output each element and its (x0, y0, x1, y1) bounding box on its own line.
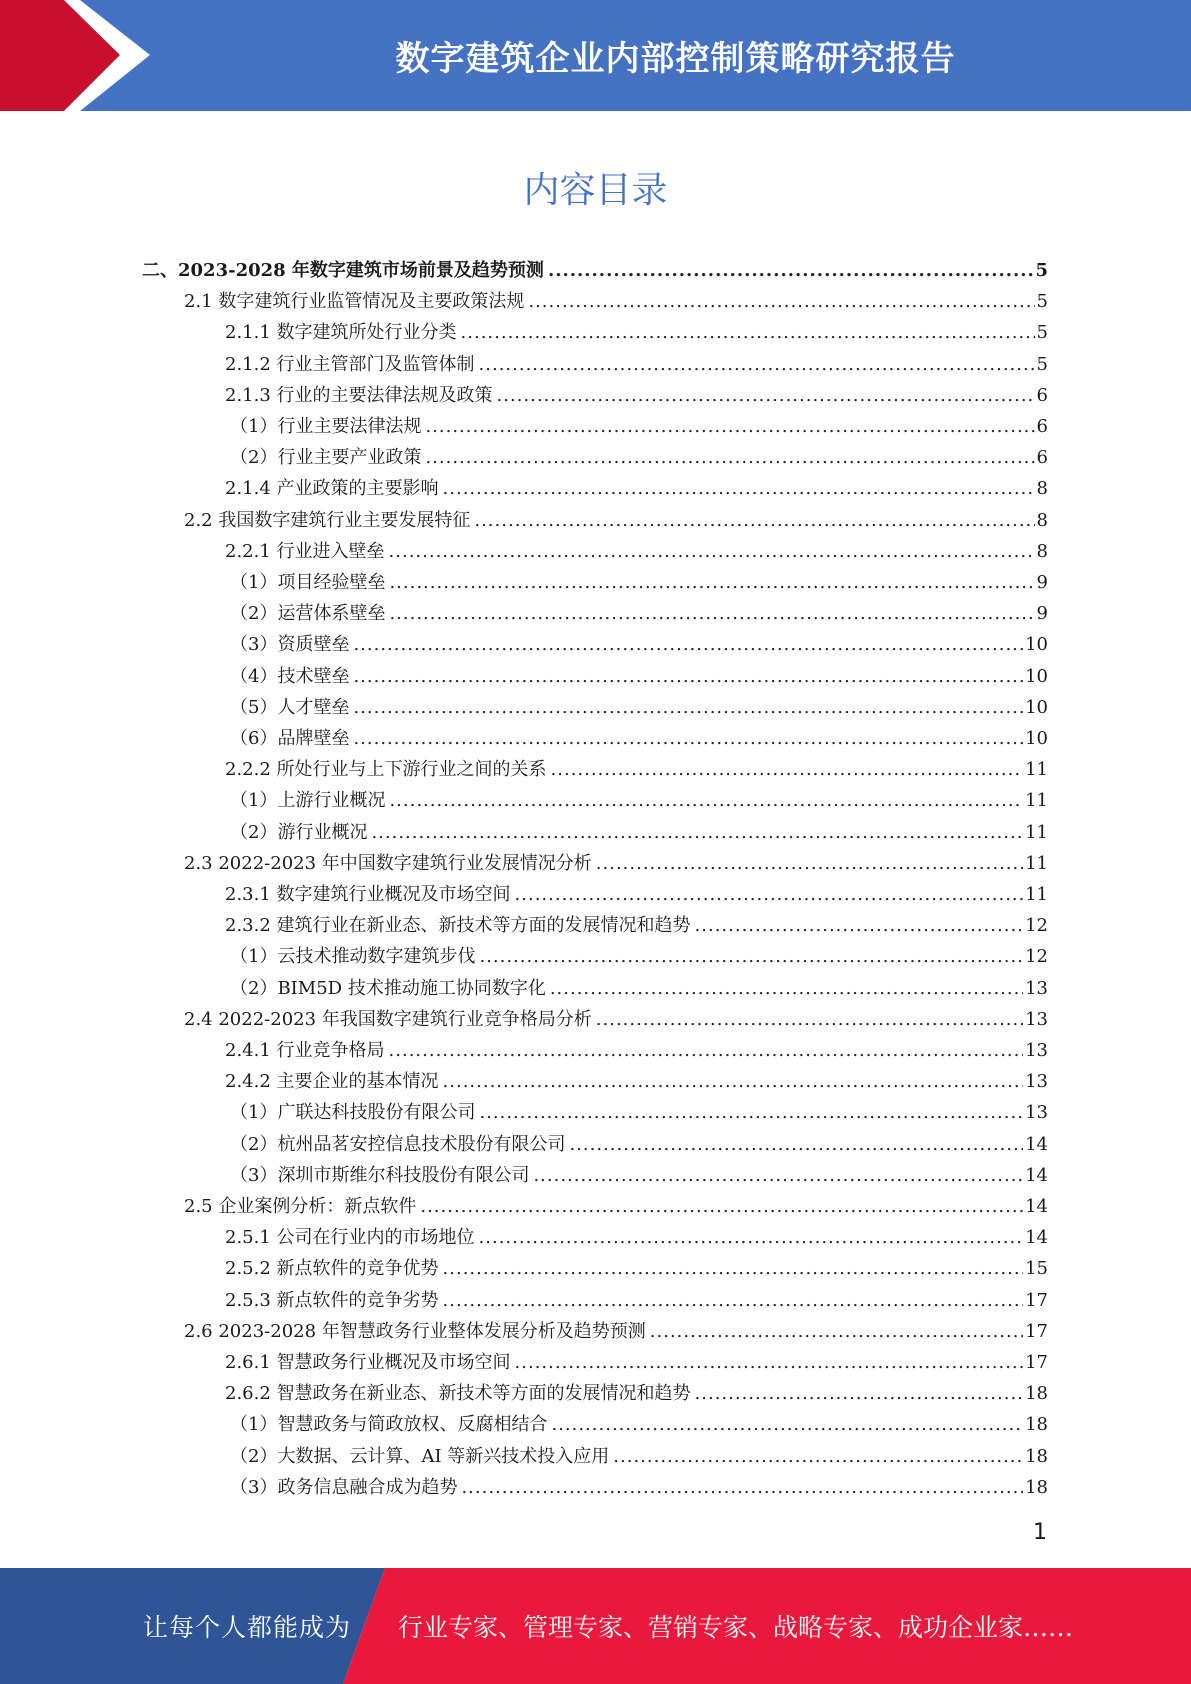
toc-entry-label: （4）技术壁垒 (230, 665, 350, 687)
toc-entry[interactable] (225, 533, 1048, 564)
toc-dot-leader (353, 633, 1023, 657)
toc-entry-label: （2）杭州品茗安控信息技术股份有限公司 (230, 1133, 566, 1155)
toc-entry-page: 9 (1036, 603, 1048, 625)
toc-entry[interactable] (184, 1188, 1048, 1219)
toc-entry-page: 11 (1025, 821, 1048, 843)
toc-dot-leader (613, 1445, 1023, 1469)
toc-entry[interactable] (230, 1469, 1048, 1500)
toc-entry-label: 2.1 数字建筑行业监管情况及主要政策法规 (184, 291, 525, 313)
toc-entry-page: 5 (1036, 322, 1048, 344)
toc-heading: 内容目录 (523, 170, 668, 211)
page-number: 1 (1033, 1520, 1047, 1545)
toc-entry-label: 2.3.1 数字建筑行业概况及市场空间 (225, 884, 511, 905)
toc-entry-label: （2）BIM5D 技术推动施工协同数字化 (230, 977, 546, 999)
toc-entry-label: 2.6.1 智慧政务行业概况及市场空间 (225, 1352, 511, 1373)
toc-entry-page: 5 (1036, 353, 1048, 375)
toc-entry[interactable] (184, 1001, 1048, 1032)
toc-entry-page: 9 (1036, 572, 1048, 593)
toc-entry-page: 10 (1025, 634, 1048, 656)
toc-entry-page: 13 (1025, 1071, 1048, 1093)
toc-dot-leader (515, 1351, 1024, 1375)
toc-entry[interactable] (230, 782, 1048, 813)
toc-entry-page: 14 (1025, 1164, 1048, 1186)
toc-dot-leader (420, 1195, 1023, 1219)
toc-entry-page: 11 (1025, 884, 1048, 905)
toc-dot-leader (353, 696, 1023, 720)
toc-entry-label: （1）广联达科技股份有限公司 (230, 1102, 476, 1124)
toc-entry[interactable] (225, 1063, 1048, 1094)
toc-dot-leader (461, 321, 1035, 345)
toc-dot-leader (497, 384, 1035, 408)
toc-entry-page: 10 (1025, 728, 1048, 749)
toc-dot-leader (650, 1320, 1023, 1344)
toc-entry-page: 11 (1025, 790, 1048, 812)
toc-entry-label: 2.1.3 行业的主要法律法规及政策 (225, 384, 493, 406)
toc-entry[interactable] (225, 470, 1048, 501)
toc-entry-page: 12 (1025, 946, 1048, 968)
toc-entry-label: 2.3 2022-2023 年中国数字建筑行业发展情况分析 (184, 852, 592, 874)
toc-entry[interactable] (230, 1126, 1048, 1157)
toc-entry[interactable] (225, 1219, 1048, 1250)
toc-entry-page: 13 (1025, 1102, 1048, 1124)
toc-dot-leader (389, 602, 1034, 626)
toc-dot-leader (474, 509, 1034, 533)
toc-entry-page: 13 (1025, 1040, 1048, 1061)
toc-entry[interactable] (225, 751, 1048, 782)
toc-entry[interactable] (230, 689, 1048, 720)
toc-dot-leader (479, 1101, 1023, 1125)
toc-entry-page: 14 (1025, 1227, 1048, 1249)
toc-entry[interactable] (230, 1157, 1048, 1188)
toc-entry[interactable] (230, 1406, 1048, 1437)
toc-entry-page: 6 (1036, 447, 1048, 469)
toc-entry[interactable] (225, 1375, 1048, 1406)
toc-entry-page: 18 (1025, 1445, 1048, 1467)
chevron-arrow-icon (0, 0, 160, 111)
toc-dot-leader (371, 821, 1023, 845)
footer-banner (0, 1568, 1191, 1684)
toc-entry[interactable] (230, 938, 1048, 969)
toc-entry-label: （3）资质壁垒 (230, 634, 350, 656)
toc-entry-label: 2.6 2023-2028 年智慧政务行业整体发展分析及趋势预测 (184, 1320, 646, 1342)
toc-entry[interactable] (230, 439, 1048, 470)
toc-entry-label: 2.1.1 数字建筑所处行业分类 (225, 322, 457, 344)
toc-dot-leader (479, 1226, 1024, 1250)
toc-dot-leader (551, 1413, 1023, 1437)
toc-entry[interactable] (225, 377, 1048, 408)
toc-entry[interactable] (225, 314, 1048, 345)
toc-entry-label: （6）品牌壁垒 (230, 728, 350, 749)
toc-entry[interactable] (230, 970, 1048, 1001)
toc-entry[interactable] (184, 502, 1048, 533)
toc-entry[interactable] (142, 252, 1048, 283)
toc-dot-leader (695, 914, 1024, 938)
toc-entry-page: 11 (1025, 852, 1048, 874)
toc-entry-page: 17 (1025, 1320, 1048, 1342)
toc-entry-label: （3）政务信息融合成为趋势 (230, 1476, 458, 1498)
header-banner (0, 0, 1191, 111)
toc-entry-label: （2）大数据、云计算、AI 等新兴技术投入应用 (230, 1445, 610, 1467)
toc-entry-label: 2.2 我国数字建筑行业主要发展特征 (184, 509, 471, 531)
toc-entry-label: 2.3.2 建筑行业在新业态、新技术等方面的发展情况和趋势 (225, 915, 691, 937)
toc-entry-label: （1）云技术推动数字建筑步伐 (230, 946, 476, 968)
toc-dot-leader (389, 1039, 1024, 1063)
toc-entry-label: （2）运营体系壁垒 (230, 603, 386, 625)
toc-entry-label: 2.1.4 产业政策的主要影响 (225, 478, 439, 500)
toc-dot-leader (443, 1289, 1024, 1313)
toc-dot-leader (443, 1070, 1024, 1094)
toc-entry[interactable] (230, 595, 1048, 626)
toc-dot-leader (443, 1257, 1024, 1281)
toc-dot-leader (353, 727, 1023, 751)
toc-entry[interactable] (230, 1438, 1048, 1469)
toc-entry-label: （2）游行业概况 (230, 821, 368, 843)
toc-entry-page: 18 (1025, 1476, 1048, 1498)
toc-entry[interactable] (230, 1094, 1048, 1125)
toc-entry-page: 6 (1036, 384, 1048, 406)
toc-entry-label: （5）人才壁垒 (230, 696, 350, 718)
toc-dot-leader (695, 1382, 1024, 1406)
toc-entry-label: （1）项目经验壁垒 (230, 572, 386, 593)
toc-entry-label: 2.4 2022-2023 年我国数字建筑行业竞争格局分析 (184, 1008, 592, 1030)
toc-entry-label: （1）智慧政务与简政放权、反腐相结合 (230, 1414, 548, 1436)
toc-entry-label: （3）深圳市斯维尔科技股份有限公司 (230, 1164, 530, 1186)
toc-dot-leader (443, 477, 1035, 501)
toc-entry-page: 10 (1025, 665, 1048, 687)
toc-entry[interactable] (230, 658, 1048, 689)
toc-entry-page: 8 (1036, 509, 1048, 531)
toc-dot-leader (389, 789, 1023, 813)
toc-dot-leader (596, 1008, 1023, 1032)
toc-entry[interactable] (230, 408, 1048, 439)
toc-entry[interactable] (230, 720, 1048, 751)
toc-entry-page: 13 (1025, 977, 1048, 999)
toc-entry-page: 8 (1036, 478, 1048, 500)
footer-slogan-right: 行业专家、管理专家、营销专家、战略专家、成功企业家…… (398, 1613, 1074, 1642)
toc-entry-label: 2.5.3 新点软件的竞争劣势 (225, 1289, 439, 1311)
footer-slogan-left: 让每个人都能成为 (143, 1613, 352, 1642)
toc-dot-leader (389, 540, 1035, 564)
toc-dot-leader (596, 852, 1023, 876)
toc-entry-page: 18 (1025, 1414, 1048, 1436)
toc-dot-leader (569, 1133, 1023, 1157)
toc-dot-leader (550, 977, 1023, 1001)
toc-entry-label: 2.1.2 行业主管部门及监管体制 (225, 353, 475, 375)
toc-entry-page: 17 (1025, 1289, 1048, 1311)
toc-entry[interactable] (184, 283, 1048, 314)
toc-entry-page: 5 (1036, 291, 1048, 313)
toc-entry[interactable] (225, 1032, 1048, 1063)
toc-dot-leader (515, 883, 1024, 907)
toc-entry[interactable] (230, 626, 1048, 657)
toc-entry[interactable] (225, 1344, 1048, 1375)
toc-entry[interactable] (184, 845, 1048, 876)
report-title: 数字建筑企业内部控制策略研究报告 (395, 39, 956, 79)
toc-dot-leader (353, 665, 1023, 689)
toc-entry[interactable] (225, 907, 1048, 938)
toc-entry-label: 2.5.1 公司在行业内的市场地位 (225, 1227, 475, 1249)
toc-dot-leader (533, 1164, 1023, 1188)
toc-entry[interactable] (230, 814, 1048, 845)
toc-entry-page: 6 (1036, 416, 1048, 437)
toc-entry[interactable] (184, 1313, 1048, 1344)
toc-dot-leader (425, 446, 1034, 470)
toc-entry-page: 15 (1025, 1258, 1048, 1280)
toc-entry-page: 14 (1025, 1196, 1048, 1217)
toc-entry-page: 5 (1035, 260, 1048, 281)
toc-entry-label: 二、2023-2028 年数字建筑市场前景及趋势预测 (142, 260, 544, 281)
toc-entry[interactable] (225, 876, 1048, 907)
toc-entry-label: 2.4.1 行业竞争格局 (225, 1040, 385, 1061)
toc-entry-page: 17 (1025, 1352, 1048, 1373)
toc-entry-page: 11 (1025, 759, 1048, 781)
toc-dot-leader (461, 1476, 1023, 1500)
toc-dot-leader (528, 290, 1034, 314)
toc-entry-label: （1）上游行业概况 (230, 790, 386, 812)
toc-entry-label: （1）行业主要法律法规 (230, 416, 422, 437)
toc-entry-page: 13 (1025, 1008, 1048, 1030)
toc-entry-page: 8 (1036, 540, 1048, 562)
toc-entry-page: 10 (1025, 696, 1048, 718)
toc-dot-leader (389, 571, 1034, 595)
toc-dot-leader (479, 353, 1035, 377)
toc-entry-label: 2.5 企业案例分析：新点软件 (184, 1196, 417, 1217)
toc-entry-label: 2.2.1 行业进入壁垒 (225, 540, 385, 562)
toc-entry[interactable] (225, 1282, 1048, 1313)
toc-entry-page: 18 (1025, 1383, 1048, 1405)
toc-entry[interactable] (230, 564, 1048, 595)
toc-dot-leader (479, 945, 1023, 969)
toc-entry-label: 2.4.2 主要企业的基本情况 (225, 1071, 439, 1093)
toc-entry-label: 2.2.2 所处行业与上下游行业之间的关系 (225, 759, 547, 781)
toc-entry-page: 14 (1025, 1133, 1048, 1155)
toc-entry[interactable] (225, 346, 1048, 377)
toc-entry-page: 12 (1025, 915, 1048, 937)
toc-entry-label: 2.6.2 智慧政务在新业态、新技术等方面的发展情况和趋势 (225, 1383, 691, 1405)
toc-entry-label: 2.5.2 新点软件的竞争优势 (225, 1258, 439, 1280)
toc-dot-leader (551, 758, 1024, 782)
toc-dot-leader (548, 259, 1034, 283)
toc-dot-leader (425, 415, 1034, 439)
toc-entry[interactable] (225, 1250, 1048, 1281)
toc-entry-label: （2）行业主要产业政策 (230, 447, 422, 469)
